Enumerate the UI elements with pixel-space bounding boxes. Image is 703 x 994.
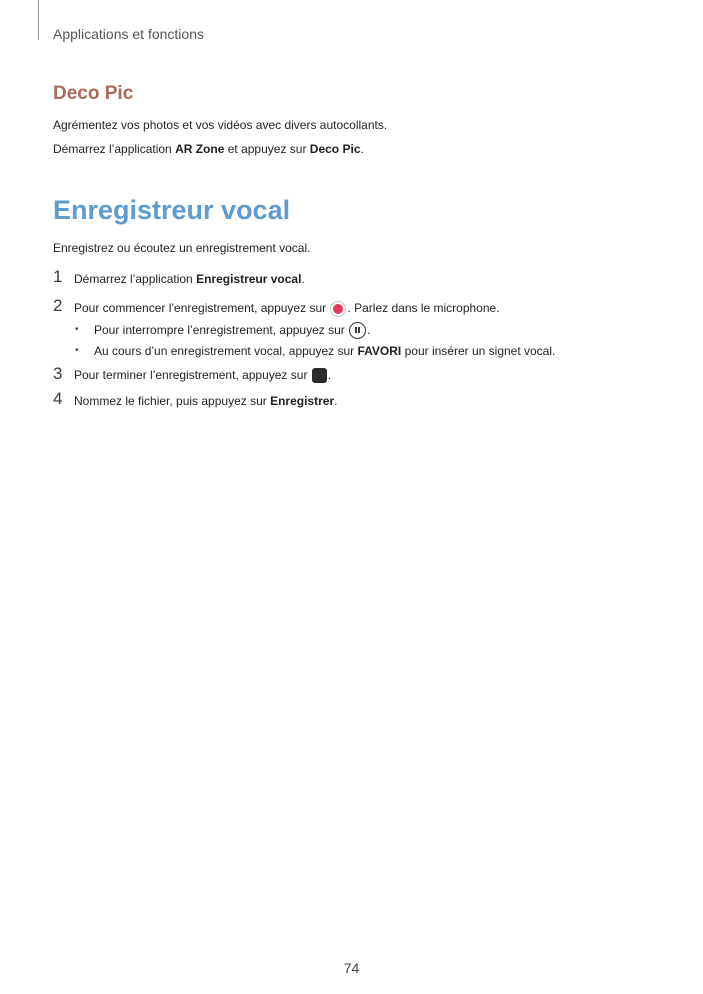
instruction-text: . xyxy=(360,142,364,156)
step-number: 1 xyxy=(53,267,63,286)
step-2-text xyxy=(74,300,500,317)
voice-recorder-heading: Enregistreur vocal xyxy=(53,195,291,225)
instruction-text: et appuyez sur xyxy=(224,142,310,156)
record-icon xyxy=(330,301,346,317)
app-name: AR Zone xyxy=(175,142,225,156)
option-name: Deco Pic xyxy=(309,142,361,156)
bullet-text: Pour interrompre l’enregistrement, appuyez sur xyxy=(94,323,349,337)
instruction-text: Démarrez l’application xyxy=(53,142,176,156)
bullet-1-text xyxy=(94,322,370,339)
step-text: . xyxy=(334,394,338,408)
step-1-text xyxy=(74,271,305,287)
stop-icon xyxy=(312,368,327,383)
step-text: Pour terminer l’enregistrement, appuyez sur xyxy=(74,368,311,382)
button-name: Enregistrer xyxy=(270,394,335,408)
pause-icon xyxy=(349,322,366,339)
page-number: 74 xyxy=(343,960,360,976)
step-text: Démarrez l’application xyxy=(74,272,197,286)
header-rule xyxy=(38,0,39,40)
step-text: Pour commencer l’enregistrement, appuyez sur xyxy=(74,301,330,315)
bullet-text: . xyxy=(367,323,371,337)
step-3-text xyxy=(74,367,331,383)
deco-pic-instruction xyxy=(53,141,364,157)
voice-recorder-intro: Enregistrez ou écoutez un enregistrement vocal. xyxy=(53,241,311,255)
deco-pic-intro: Agrémentez vos photos et vos vidéos avec divers autocollants. xyxy=(53,118,388,132)
button-name: FAVORI xyxy=(357,344,402,358)
running-header: Applications et fonctions xyxy=(53,26,204,42)
step-text: . xyxy=(327,368,332,382)
step-number: 4 xyxy=(53,389,63,408)
step-number: 2 xyxy=(53,296,63,315)
bullet-symbol: • xyxy=(75,345,79,356)
step-number: 3 xyxy=(53,364,63,383)
bullet-text: pour insérer un signet vocal. xyxy=(401,344,556,358)
step-text: . Parlez dans le microphone. xyxy=(347,301,500,315)
step-4-text xyxy=(74,393,337,409)
bullet-symbol: • xyxy=(75,324,79,335)
step-text: . xyxy=(301,272,305,286)
step-text: Nommez le fichier, puis appuyez sur xyxy=(74,394,271,408)
bullet-text: Au cours d’un enregistrement vocal, appuyez sur xyxy=(94,344,358,358)
app-name: Enregistreur vocal xyxy=(196,272,302,286)
deco-pic-heading: Deco Pic xyxy=(53,83,134,104)
bullet-2-text xyxy=(94,343,555,359)
